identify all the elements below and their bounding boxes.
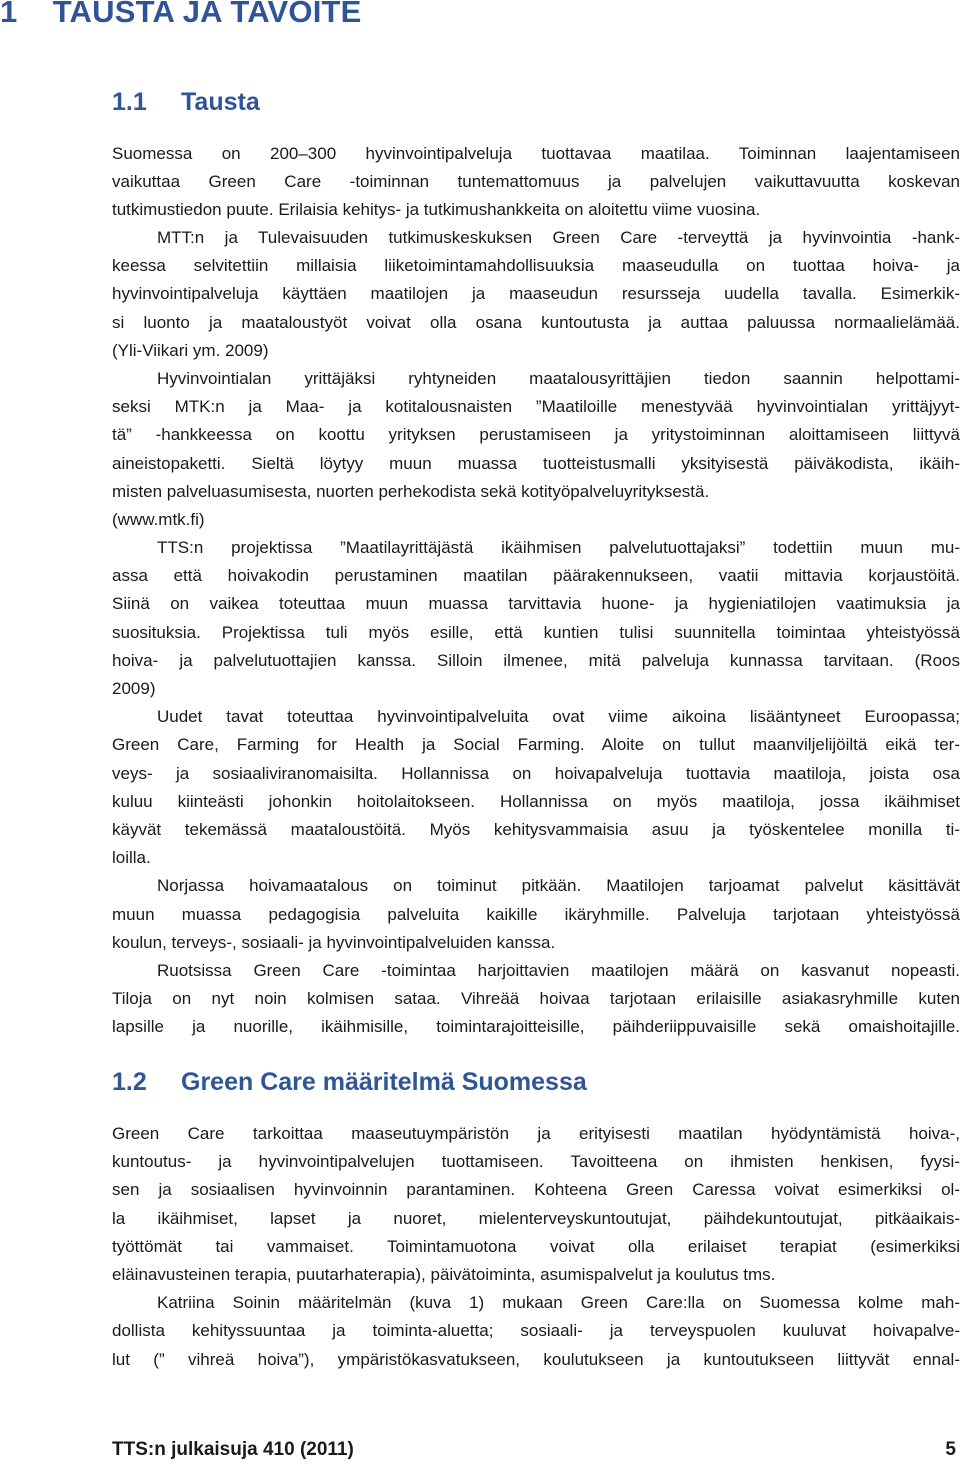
section-title: Green Care määritelmä Suomessa (181, 1068, 587, 1096)
text-line: suosituksia. Projektissa tuli myös esille, että kuntien tulisi suunnitella toimintaa yhteistyössä (112, 622, 960, 642)
text-line: muun muassa pedagogisia palveluita kaikille ikäryhmille. Palveluja tarjotaan yhteistyössä (112, 904, 960, 924)
text-line: TTS:n projektissa ”Maatilayrittäjästä ikäihmisen palvelutuottajaksi” todettiin muun mu- (157, 538, 960, 558)
text-line: 2009) (112, 679, 156, 698)
text-line: la ikäihmiset, lapset ja nuoret, mielenterveyskuntoutujat, päihdekuntoutujat, pitkäaikais- (112, 1208, 960, 1228)
text-line: Tiloja on nyt noin kolmisen sataa. Vihreää hoivaa tarjotaan erilaisille asiakasryhmille kuten (112, 989, 960, 1009)
text-line: hyvinvointipalveluja käyttäen maatilojen ja maaseudun resursseja uudella tavalla. Esimerkik- (112, 284, 960, 304)
text-line: loilla. (112, 848, 151, 868)
text-line: työttömät tai vammaiset. Toimintamuotona voivat olla erilaiset terapiat (esimerkiksi (112, 1236, 960, 1256)
text-line: koulun, terveys-, sosiaali- ja hyvinvointipalveluiden kanssa. (112, 932, 556, 952)
text-line: dollista kehityssuuntaa ja toiminta-aluetta; sosiaali- ja terveyspuolen kuuluvat hoivapalve- (112, 1321, 960, 1341)
paragraph-intro (112, 140, 960, 225)
text-line: assa että hoivakodin perustaminen maatilan päärakennukseen, vaatii mittavia korjaustöitä. (112, 566, 960, 586)
text-line: keessa selvitettiin millaisia liiketoimintamahdollisuuksia maaseudulla on tuottaa hoiva- ja (112, 256, 960, 276)
text-line: kuluu kiinteästi johonkin hoitolaitokseen. Hollannissa on myös maatiloja, jossa ikäihmiset (112, 791, 960, 811)
page-number: 5 (945, 1439, 956, 1460)
text-line: tä” -hankkeessa on koottu yrityksen perustamiseen ja yritystoiminnan aloittamiseen liittyvä (112, 425, 960, 445)
text-line: tutkimustiedon puute. Erilaisia kehitys- ja tutkimushankkeita on aloitettu viime vuosina. (112, 200, 761, 220)
text-line: Green Care tarkoittaa maaseutuympäristön ja erityisesti maatilan hyödyntämistä hoiva-, (112, 1124, 960, 1143)
text-line: lapsille ja nuorille, ikäihmisille, toimintarajoitteisille, päihderiippuvaisille sekä omaishoitajille. (112, 1017, 960, 1037)
text-line: kuntoutus- ja hyvinvointipalvelujen tuottamiseen. Tavoitteena on ihmisten henkisen, fyysi- (112, 1152, 960, 1172)
chapter-title: TAUSTA JA TAVOITE (52, 0, 362, 29)
text-line: hoiva- ja palvelutuottajien kanssa. Silloin ilmenee, mitä palveluja kunnassa tarvitaan. (Roos (112, 650, 960, 670)
chapter-heading (0, 0, 362, 30)
text-line: Uudet tavat toteuttaa hyvinvointipalveluita ovat viime aikoina lisääntyneet Euroopassa; (157, 707, 960, 727)
text-line: MTT:n ja Tulevaisuuden tutkimuskeskuksen Green Care -terveyttä ja hyvinvointia -hank- (157, 228, 960, 247)
text-line: Siinä on vaikea toteuttaa muun muassa tarvittavia huone- ja hygieniatilojen vaatimuksia ja (112, 594, 960, 614)
text-line: (Yli-Viikari ym. 2009) (112, 340, 269, 360)
text-line: si luonto ja maataloustyöt voivat olla osana kuntoutusta ja auttaa paluussa normaalielämää. (112, 312, 960, 332)
text-line: lut (” vihreä hoiva”), ympäristökasvatukseen, koulutukseen ja kuntoutukseen liittyvät ennal- (112, 1349, 960, 1369)
body-text-1-1 (112, 224, 960, 1041)
section-number: 1.1 (112, 88, 147, 116)
text-line: seksi MTK:n ja Maa- ja kotitalousnaisten ”Maatiloille menestyvää hyvinvointialan yrittäjyyt- (112, 397, 960, 417)
chapter-number: 1 (0, 0, 18, 29)
publication-label: TTS:n julkaisuja 410 (2011) (112, 1439, 354, 1460)
text-line: Hyvinvointialan yrittäjäksi ryhtyneiden maatalousyrittäjien tiedon saannin helpottami- (157, 368, 960, 388)
text-line: aineistopaketti. Sieltä löytyy muun muassa tuotteistusmalli yksityisestä päiväkodista, ikäih- (112, 453, 960, 473)
text-line: Ruotsissa Green Care -toimintaa harjoittavien maatilojen määrä on kasvanut nopeasti. (157, 960, 960, 980)
text-line: Green Care, Farming for Health ja Social Farming. Aloite on tullut maanviljelijöiltä eikä ter- (112, 735, 960, 755)
text-line: misten palveluasumisesta, nuorten perhekodista sekä kotityöpalveluyrityksestä. (112, 481, 710, 501)
text-line: Suomessa on 200–300 hyvinvointipalveluja tuottavaa maatilaa. Toiminnan laajentamiseen (112, 144, 960, 163)
text-line: sen ja sosiaalisen hyvinvoinnin parantaminen. Kohteena Green Caressa voivat esimerkiksi ol- (112, 1180, 960, 1200)
page-footer (112, 1439, 960, 1461)
text-line: veys- ja sosiaaliviranomaisilta. Hollannissa on hoivapalveluja tuottavia maatiloja, joista osa (112, 763, 960, 783)
text-line: eläinavusteinen terapia, puutarhaterapia), päivätoiminta, asumispalvelut ja koulutus tms. (112, 1264, 776, 1284)
section-heading-1-2 (112, 1068, 587, 1097)
text-line: käyvät tekemässä maataloustöitä. Myös kehitysvammaisia asuu ja työskentelee monilla ti- (112, 819, 960, 839)
section-title: Tausta (181, 88, 260, 116)
text-line: Norjassa hoivamaatalous on toiminut pitkään. Maatilojen tarjoamat palvelut käsittävät (157, 876, 960, 896)
body-text-1-2 (112, 1120, 960, 1374)
text-line: vaikuttaa Green Care -toiminnan tuntemattomuus ja palvelujen vaikuttavuutta koskevan (112, 172, 960, 192)
text-line: (www.mtk.fi) (112, 509, 205, 529)
text-line: Katriina Soinin määritelmän (kuva 1) mukaan Green Care:lla on Suomessa kolme mah- (157, 1293, 960, 1313)
section-number: 1.2 (112, 1068, 147, 1096)
section-heading-1-1 (112, 88, 260, 117)
